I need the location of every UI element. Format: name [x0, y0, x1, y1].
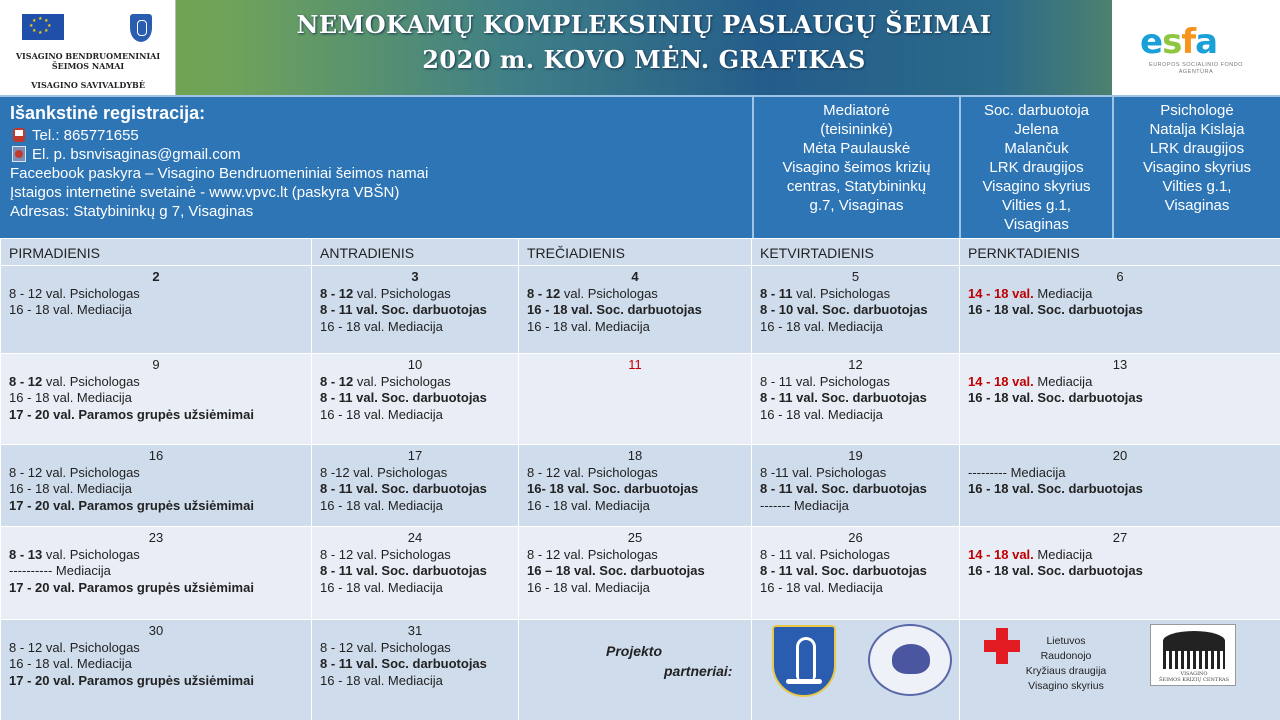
day-number: 17 — [407, 448, 423, 463]
calendar-day-cell — [752, 445, 960, 527]
schedule-time: 8 -11 — [760, 464, 793, 480]
schedule-text: val. Psichologas — [356, 639, 451, 655]
schedule-line — [9, 302, 303, 319]
schedule-line — [320, 319, 510, 336]
schedule-text: val. Psichologas — [563, 546, 658, 562]
schedule-line — [320, 547, 510, 564]
schedule-line — [760, 547, 951, 564]
schedule-line — [968, 481, 1272, 498]
schedule-line — [760, 286, 951, 303]
schedule-time: 8 - 12 — [527, 546, 564, 562]
schedule-line — [968, 390, 1272, 407]
schedule-text: Mediacija — [1037, 285, 1093, 301]
schedule-time: 14 - 18 val. — [968, 546, 1038, 562]
schedule-line — [320, 640, 510, 657]
calendar-day-cell — [312, 354, 519, 445]
schedule-line — [9, 374, 303, 391]
calendar-week-row — [1, 445, 1280, 527]
schedule-time: 8 - 12 — [320, 639, 357, 655]
website-line[interactable]: Įstaigos internetinė svetainė - www.vpvc.lt (paskyra VBŠN) — [10, 184, 400, 201]
schedule-text: val. Mediacija — [571, 318, 650, 334]
schedule-text: val. Mediacija — [364, 318, 443, 334]
schedule-time: 8 - 11 val. Soc. darbuotojas — [320, 390, 487, 405]
schedule-line — [9, 465, 303, 482]
schedule-line — [968, 302, 1272, 319]
schedule-text: val. Psichologas — [796, 285, 891, 301]
schedule-time: 16 - 18 val. Soc. darbuotojas — [527, 302, 702, 317]
schedule-time: --------- — [968, 464, 1011, 480]
schedule-line — [320, 286, 510, 303]
schedule-time: 8 - 12 — [320, 546, 357, 562]
calendar-day-cell — [960, 445, 1280, 527]
schedule-time: 8 - 12 — [527, 285, 564, 301]
schedule-line — [527, 286, 743, 303]
schedule-time: 14 - 18 val. — [968, 373, 1038, 389]
schedule-line — [9, 580, 303, 597]
day-number: 25 — [627, 530, 643, 545]
org-logo-block — [0, 0, 176, 95]
schedule-line — [760, 465, 951, 482]
esfa-logo: esfa — [1140, 22, 1218, 62]
calendar-day-cell — [1, 620, 312, 720]
schedule-time: 16 – 18 val. Soc. darbuotojas — [527, 563, 705, 578]
schedule-text: val. Psichologas — [45, 285, 140, 301]
schedule-line — [320, 580, 510, 597]
day-number: 26 — [848, 530, 863, 545]
schedule-time: 16 - 18 val. Soc. darbuotojas — [968, 563, 1143, 578]
schedule-line — [320, 465, 510, 482]
schedule-text: val. Psichologas — [563, 285, 658, 301]
schedule-text: val. Psichologas — [795, 546, 890, 562]
schedule-time: 14 - 18 val. — [968, 285, 1038, 301]
schedule-time: 8 -12 — [320, 464, 354, 480]
calendar-day-cell — [519, 527, 752, 620]
schedule-time: 8 - 11 val. Soc. darbuotojas — [760, 563, 927, 578]
weekday-header: TREČIADIENIS — [519, 239, 752, 266]
day-number: 13 — [1112, 357, 1128, 372]
day-number: 27 — [1112, 530, 1128, 545]
schedule-text: val. Psichologas — [353, 464, 448, 480]
schedule-text: val. Mediacija — [53, 481, 132, 496]
schedule-time: 16 - 18 — [9, 302, 54, 317]
schedule-time: 16- 18 val. Soc. darbuotojas — [527, 481, 699, 496]
day-number: 12 — [848, 357, 863, 372]
schedule-text: val. Psichologas — [356, 546, 451, 562]
schedule-time: 16 - 18 val. Soc. darbuotojas — [968, 390, 1143, 405]
schedule-time: 16 - 18 — [9, 481, 54, 496]
schedule-text: Mediacija — [1037, 546, 1093, 562]
schedule-time: 16 - 18 — [527, 497, 572, 513]
schedule-text: Mediacija — [793, 497, 849, 513]
calendar-day-cell — [312, 266, 519, 354]
weekday-header: PERNKTADIENIS — [960, 239, 1280, 266]
schedule-time: 17 - 20 val. Paramos grupės užsiėmimai — [9, 406, 254, 422]
day-number: 18 — [627, 448, 643, 463]
page-title: NEMOKAMŲ KOMPLEKSINIŲ PASLAUGŲ ŠEIMAI — [296, 10, 992, 39]
info-band — [0, 95, 1280, 238]
schedule-time: 17 - 20 val. Paramos grupės užsiėmimai — [9, 497, 254, 513]
crisis-center-logo — [1150, 624, 1236, 686]
schedule-line — [527, 498, 743, 515]
schedule-line — [760, 407, 951, 424]
phone-line[interactable] — [10, 126, 742, 145]
weekday-header: KETVIRTADIENIS — [752, 239, 960, 266]
schedule-time: 8 - 11 val. Soc. darbuotojas — [760, 481, 927, 496]
schedule-text: val. Mediacija — [804, 318, 883, 334]
schedule-text: val. Mediacija — [364, 579, 443, 595]
schedule-line — [320, 673, 510, 690]
schedule-line — [760, 580, 951, 597]
schedule-line — [527, 302, 743, 319]
schedule-line — [320, 481, 510, 498]
schedule-text: val. Psichologas — [45, 546, 140, 562]
schedule-time: 8 - 10 val. Soc. darbuotojas — [760, 302, 928, 317]
schedule-time: 16 - 18 — [320, 318, 365, 334]
schedule-time: 16 - 18 — [527, 318, 572, 334]
schedule-line — [320, 656, 510, 673]
schedule-time: ---------- — [9, 563, 56, 578]
eu-flag-icon: ★ ★ ★ ★ ★ ★ ★ ★ — [22, 14, 64, 40]
schedule-time: 8 - 11 val. Soc. darbuotojas — [760, 390, 927, 405]
schedule-text: val. Mediacija — [804, 406, 883, 422]
calendar-day-cell — [519, 354, 752, 445]
schedule-line — [968, 374, 1272, 391]
schedule-time: 8 - 12 — [9, 639, 46, 655]
schedule-text: val. Mediacija — [53, 390, 132, 405]
email-text: El. p. bsnvisaginas@gmail.com — [32, 146, 241, 163]
schedule-line — [527, 465, 743, 482]
day-number: 31 — [407, 623, 423, 638]
email-icon — [12, 146, 26, 162]
schedule-time: 16 - 18 val. Soc. darbuotojas — [968, 481, 1143, 496]
schedule-line — [320, 563, 510, 580]
schedule-line — [9, 498, 303, 515]
day-number: 16 — [148, 448, 164, 463]
calendar-day-cell — [1, 527, 312, 620]
calendar-day-cell — [752, 527, 960, 620]
schedule-line — [9, 656, 303, 673]
schedule-time: 16 - 18 val. Soc. darbuotojas — [968, 302, 1143, 317]
specialist-social-worker: Soc. darbuotoja Jelena Malančuk LRK draugijos Visagino skyrius Vilties g.1, Visaginas — [959, 97, 1112, 238]
schedule-text: val. Mediacija — [53, 302, 132, 317]
schedule-line — [760, 498, 951, 515]
schedule-time: 8 - 12 — [320, 373, 357, 389]
address-line: Adresas: Statybininkų g 7, Visaginas — [10, 203, 254, 220]
day-number: 9 — [152, 357, 160, 372]
schedule-text: val. Mediacija — [364, 672, 443, 688]
esfa-logo-block — [1112, 0, 1280, 95]
schedule-time: 16 - 18 — [320, 579, 365, 595]
calendar-day-cell — [960, 266, 1280, 354]
calendar-day-cell — [1, 354, 312, 445]
weekday-header-row — [1, 239, 1280, 266]
schedule-text: Mediacija — [1010, 464, 1066, 480]
day-number: 2 — [152, 269, 160, 284]
schedule-time: 16 - 18 — [320, 672, 365, 688]
schedule-text: val. Mediacija — [53, 656, 132, 671]
calendar-day-cell — [1, 266, 312, 354]
schedule-line — [760, 319, 951, 336]
schedule-time: 8 - 11 val. Soc. darbuotojas — [320, 302, 487, 317]
schedule-text: val. Psichologas — [792, 464, 887, 480]
schedule-line — [760, 374, 951, 391]
schedule-text: Mediacija — [55, 563, 111, 578]
schedule-text: val. Psichologas — [795, 373, 890, 389]
calendar-day-cell — [960, 527, 1280, 620]
schedule-text: val. Mediacija — [571, 579, 650, 595]
schedule-line — [760, 302, 951, 319]
schedule-time: 8 - 12 — [9, 373, 46, 389]
schedule-time: 16 - 18 — [527, 579, 572, 595]
weekday-header: PIRMADIENIS — [1, 239, 312, 266]
schedule-time: 8 - 11 — [760, 285, 797, 301]
calendar-day-cell — [519, 445, 752, 527]
schedule-time: 8 - 11 val. Soc. darbuotojas — [320, 656, 487, 671]
calendar-day-cell — [519, 266, 752, 354]
schedule-text: val. Mediacija — [571, 497, 650, 513]
day-number: 20 — [1112, 448, 1128, 463]
schedule-line — [527, 563, 743, 580]
day-number: 24 — [407, 530, 423, 545]
schedule-time: 8 - 11 val. Soc. darbuotojas — [320, 481, 487, 496]
calendar-week-row — [1, 354, 1280, 445]
calendar-day-cell — [312, 620, 519, 720]
schedule-line — [9, 673, 303, 690]
schedule-line — [9, 640, 303, 657]
day-number: 11 — [628, 357, 642, 372]
weekday-header: ANTRADIENIS — [312, 239, 519, 266]
schedule-text: val. Psichologas — [356, 373, 451, 389]
schedule-line — [320, 302, 510, 319]
schedule-line — [9, 547, 303, 564]
calendar-day-cell — [752, 266, 960, 354]
registration-title: Išankstinė registracija: — [10, 103, 206, 123]
schedule-line — [9, 481, 303, 498]
schedule-line — [320, 407, 510, 424]
specialist-mediator: Mediatorė (teisininkė) Mėta Paulauskė Visagino šeimos krizių centras, Statybininkų g.7, Visaginas — [752, 97, 959, 238]
org-municipality: VISAGINO SAVIVALDYBĖ — [31, 80, 145, 90]
specialist-psychologist: Psichologė Natalja Kislaja LRK draugijos Visagino skyrius Vilties g.1, Visaginas — [1112, 97, 1280, 238]
schedule-text: val. Psichologas — [563, 464, 658, 480]
schedule-line — [9, 286, 303, 303]
schedule-time: 16 - 18 — [320, 497, 365, 513]
schedule-line — [968, 286, 1272, 303]
people-icon — [1163, 651, 1225, 669]
day-number: 3 — [411, 269, 419, 284]
schedule-line — [760, 390, 951, 407]
schedule-line — [760, 481, 951, 498]
day-number: 6 — [1116, 269, 1124, 284]
schedule-line — [320, 498, 510, 515]
calendar-week-row — [1, 266, 1280, 354]
schedule-line — [527, 547, 743, 564]
schedule-line — [968, 563, 1272, 580]
schedule-line — [320, 390, 510, 407]
header-banner — [0, 0, 1280, 95]
schedule-line — [9, 407, 303, 424]
schedule-line — [527, 580, 743, 597]
facebook-line[interactable]: Faceebook paskyra – Visagino Bendruomeniniai šeimos namai — [10, 165, 429, 182]
schedule-time: 8 - 12 — [9, 464, 46, 480]
day-number: 5 — [851, 269, 860, 284]
schedule-line — [968, 547, 1272, 564]
calendar-day-cell — [312, 527, 519, 620]
schedule-time: 8 - 12 — [320, 285, 357, 301]
schedule-line — [9, 563, 303, 580]
schedule-time: 8 - 11 val. Soc. darbuotojas — [320, 563, 487, 578]
day-number: 30 — [148, 623, 164, 638]
red-cross-text: Lietuvos Raudonojo Kryžiaus draugija Visagino skyrius — [1025, 635, 1107, 692]
schedule-text: Mediacija — [1037, 373, 1093, 389]
schedule-line — [760, 563, 951, 580]
phone-text: Tel.: 865771655 — [32, 127, 139, 144]
day-number: 4 — [631, 269, 639, 284]
esfa-subtitle: EUROPOS SOCIALINIO FONDO AGENTŪRA — [1149, 62, 1243, 75]
crisis-center-caption: VISAGINO ŠEIMOS KRIZIŲ CENTRAS — [1159, 671, 1229, 683]
schedule-line — [527, 481, 743, 498]
calendar-day-cell — [752, 354, 960, 445]
schedule-line — [527, 319, 743, 336]
pelican-emblem-icon — [868, 624, 952, 696]
calendar-day-cell — [960, 354, 1280, 445]
visaginas-crest-icon — [130, 14, 152, 42]
schedule-text: val. Psichologas — [45, 464, 140, 480]
day-number: 10 — [407, 357, 423, 372]
day-number: 19 — [848, 448, 863, 463]
registration-info — [0, 97, 752, 238]
schedule-text: val. Psichologas — [45, 373, 140, 389]
schedule-time: 8 - 11 — [760, 373, 796, 389]
schedule-time: 16 - 18 — [9, 656, 54, 671]
schedule-text: val. Mediacija — [364, 406, 443, 422]
schedule-time: 16 - 18 — [760, 406, 805, 422]
schedule-text: val. Psichologas — [356, 285, 451, 301]
calendar-day-cell — [312, 445, 519, 527]
partners-label: Projekto partneriai: — [606, 643, 733, 679]
calendar-week-row — [1, 527, 1280, 620]
schedule-time: 17 - 20 val. Paramos grupės užsiėmimai — [9, 579, 254, 595]
schedule-time: 16 - 18 — [320, 406, 365, 422]
red-cross-icon — [984, 628, 1020, 680]
schedule-time: 8 - 12 — [527, 464, 564, 480]
schedule-time: 8 - 12 — [9, 285, 46, 301]
schedule-text: val. Mediacija — [364, 497, 443, 513]
day-number: 23 — [148, 530, 164, 545]
phone-icon — [13, 128, 25, 142]
schedule-time: 8 - 13 — [9, 546, 46, 562]
schedule-time: 16 - 18 — [9, 390, 54, 405]
schedule-line — [968, 465, 1272, 482]
schedule-line — [9, 390, 303, 407]
calendar-day-cell — [1, 445, 312, 527]
umbrella-icon — [1163, 631, 1225, 651]
schedule-time: 17 - 20 val. Paramos grupės užsiėmimai — [9, 672, 254, 688]
schedule-time: 16 - 18 — [760, 318, 805, 334]
org-name: VISAGINO BENDRUOMENINIAI ŠEIMOS NAMAI — [15, 51, 161, 71]
schedule-time: 16 - 18 — [760, 579, 805, 595]
email-line[interactable] — [10, 145, 742, 164]
page-subtitle: 2020 m. KOVO MĖN. GRAFIKAS — [422, 45, 866, 74]
schedule-line — [320, 374, 510, 391]
schedule-time: ------- — [760, 497, 794, 513]
schedule-text: val. Psichologas — [45, 639, 140, 655]
schedule-time: 8 - 11 — [760, 546, 796, 562]
visaginas-crest-icon — [772, 625, 836, 697]
schedule-text: val. Mediacija — [804, 579, 883, 595]
